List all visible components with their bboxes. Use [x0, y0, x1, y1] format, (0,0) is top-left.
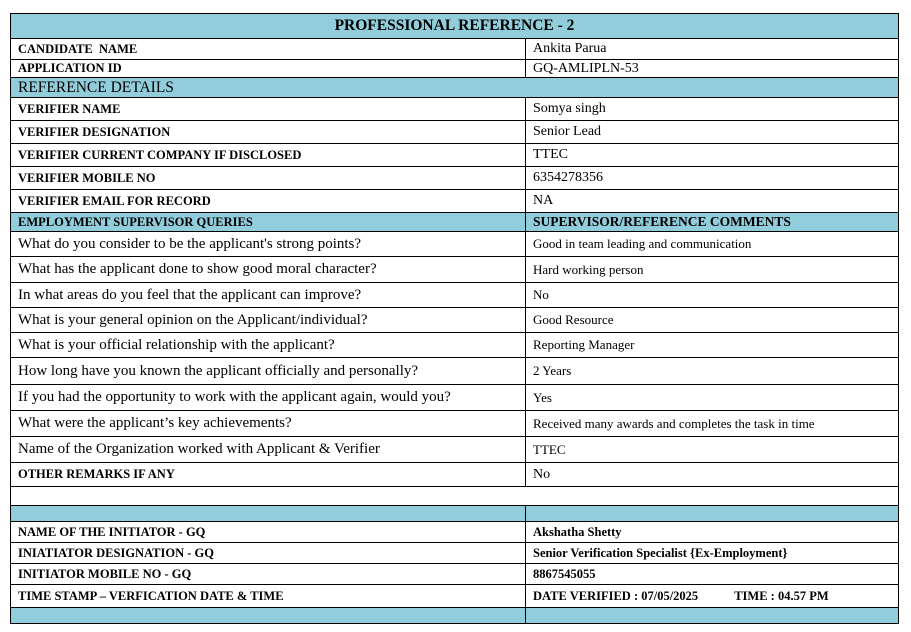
initiator-mobile-value: 8867545055	[526, 564, 899, 585]
initiator-designation-value: Senior Verification Specialist {Ex-Employment}	[526, 543, 899, 564]
spacer-row	[11, 487, 899, 506]
verifier-row	[11, 167, 899, 190]
initiator-name-label: NAME OF THE INITIATOR - GQ	[11, 522, 526, 543]
initiator-name-row	[11, 522, 899, 543]
initiator-mobile-label: INITIATOR MOBILE NO - GQ	[11, 564, 526, 585]
query-answer: No	[526, 283, 899, 308]
blue-divider-row	[11, 506, 899, 522]
query-row	[11, 283, 899, 308]
verifier-value: NA	[526, 190, 899, 213]
verifier-label: VERIFIER DESIGNATION	[11, 121, 526, 144]
verifier-label: VERIFIER EMAIL FOR RECORD	[11, 190, 526, 213]
divider-cell	[11, 506, 526, 522]
query-answer: Hard working person	[526, 257, 899, 283]
query-answer: Received many awards and completes the task in time	[526, 411, 899, 437]
verifier-value: Senior Lead	[526, 121, 899, 144]
verifier-row	[11, 190, 899, 213]
timestamp-label: TIME STAMP – VERFICATION DATE & TIME	[11, 585, 526, 608]
initiator-mobile-row	[11, 564, 899, 585]
query-row	[11, 411, 899, 437]
application-id-value: GQ-AMLIPLN-53	[526, 60, 899, 78]
professional-reference-table	[10, 13, 899, 624]
verifier-row	[11, 121, 899, 144]
query-question: What is your official relationship with the applicant?	[11, 333, 526, 358]
other-remarks-value: No	[526, 463, 899, 487]
query-answer: TTEC	[526, 437, 899, 463]
timestamp-value	[526, 585, 899, 608]
initiator-name-value: Akshatha Shetty	[526, 522, 899, 543]
query-question: What has the applicant done to show good moral character?	[11, 257, 526, 283]
queries-header-row	[11, 213, 899, 232]
query-row	[11, 437, 899, 463]
application-id-label: APPLICATION ID	[11, 60, 526, 78]
verifier-value: Somya singh	[526, 98, 899, 121]
candidate-name-row	[11, 39, 899, 60]
verifier-label: VERIFIER MOBILE NO	[11, 167, 526, 190]
query-answer: Good Resource	[526, 308, 899, 333]
query-answer: 2 Years	[526, 358, 899, 385]
query-answer: Reporting Manager	[526, 333, 899, 358]
verifier-value: TTEC	[526, 144, 899, 167]
verifier-label: VERIFIER NAME	[11, 98, 526, 121]
timestamp-row	[11, 585, 899, 608]
candidate-name-value: Ankita Parua	[526, 39, 899, 60]
candidate-name-label: CANDIDATE NAME	[11, 39, 526, 60]
page-title: PROFESSIONAL REFERENCE - 2	[11, 14, 899, 39]
queries-header-right: SUPERVISOR/REFERENCE COMMENTS	[526, 213, 899, 232]
title-row	[11, 14, 899, 39]
query-row	[11, 232, 899, 257]
query-question: Name of the Organization worked with Applicant & Verifier	[11, 437, 526, 463]
verifier-row	[11, 144, 899, 167]
reference-details-heading-row	[11, 78, 899, 98]
query-answer: Good in team leading and communication	[526, 232, 899, 257]
other-remarks-label: OTHER REMARKS IF ANY	[11, 463, 526, 487]
query-question: In what areas do you feel that the applicant can improve?	[11, 283, 526, 308]
divider-cell	[526, 506, 899, 522]
bottom-blue-row	[11, 608, 899, 624]
query-question: What do you consider to be the applicant's strong points?	[11, 232, 526, 257]
query-question: What is your general opinion on the Applicant/individual?	[11, 308, 526, 333]
query-row	[11, 308, 899, 333]
query-row	[11, 257, 899, 283]
queries-header-left: EMPLOYMENT SUPERVISOR QUERIES	[11, 213, 526, 232]
query-question: What were the applicant’s key achievements?	[11, 411, 526, 437]
query-question: If you had the opportunity to work with the applicant again, would you?	[11, 385, 526, 411]
initiator-designation-row	[11, 543, 899, 564]
spacer-cell	[11, 487, 899, 506]
application-id-row	[11, 60, 899, 78]
verifier-row	[11, 98, 899, 121]
initiator-designation-label: INIATIATOR DESIGNATION - GQ	[11, 543, 526, 564]
query-answer: Yes	[526, 385, 899, 411]
divider-cell	[11, 608, 526, 624]
other-remarks-row	[11, 463, 899, 487]
query-row	[11, 358, 899, 385]
query-question: How long have you known the applicant officially and personally?	[11, 358, 526, 385]
verifier-value: 6354278356	[526, 167, 899, 190]
divider-cell	[526, 608, 899, 624]
verifier-label: VERIFIER CURRENT COMPANY IF DISCLOSED	[11, 144, 526, 167]
date-verified: DATE VERIFIED : 07/05/2025	[533, 588, 699, 603]
query-row	[11, 385, 899, 411]
query-row	[11, 333, 899, 358]
reference-details-heading: REFERENCE DETAILS	[11, 78, 899, 98]
time-verified: TIME : 04.57 PM	[734, 588, 829, 603]
